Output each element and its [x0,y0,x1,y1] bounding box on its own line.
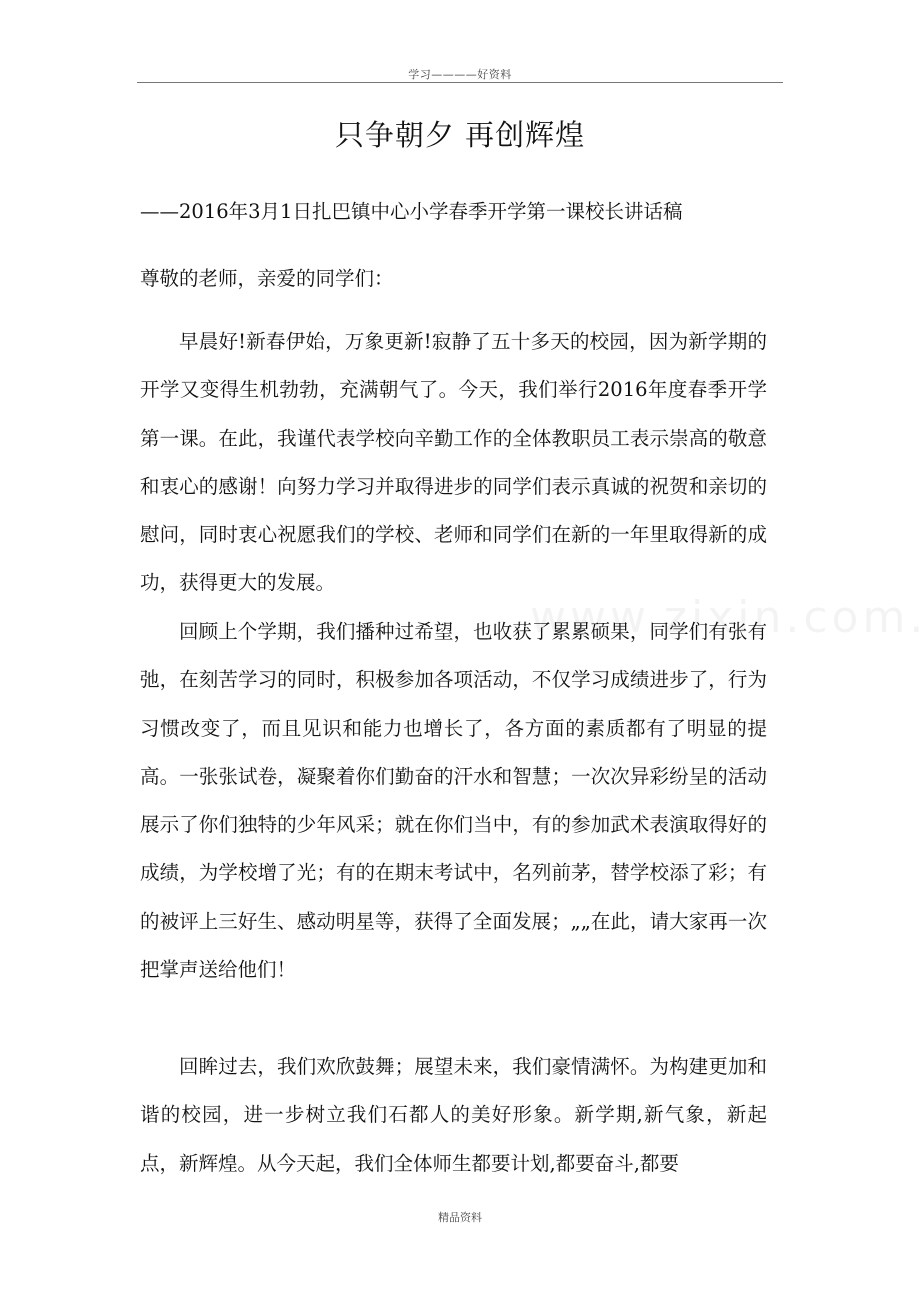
page-header: 学习————好资料 [408,68,512,81]
subtitle: ——2016年3月1日扎巴镇中心小学春季开学第一课校长讲话稿 [140,200,683,223]
page-footer: 精品资料 [438,1211,482,1224]
page-title: 只争朝夕 再创辉煌 [334,118,586,152]
paragraph-outlook: 回眸过去，我们欢欣鼓舞；展望未来，我们豪情满怀。为构建更加和谐的校园，进一步树立我们石都人的美好形象。新学期,新气象，新起点，新辉煌。从今天起，我们全体师生都要计划,都要奋斗,都要 [140,1055,767,1175]
header-divider [137,82,783,83]
paragraph-review: 回顾上个学期，我们播种过希望，也收获了累累硕果，同学们有张有弛，在刻苦学习的同时，积极参加各项活动，不仅学习成绩进步了，行为习惯改变了，而且见识和能力也增长了，各方面的素质都有了明显的提高。一张张试卷，凝聚着你们勤奋的汗水和智慧；一次次异彩纷呈的活动展示了你们独特的少年风采；就在你们当中，有的参加武术表演取得好的成绩，为学校增了光；有的在期末考试中，名列前茅，替学校添了彩；有的被评上三好生、感动明星等，获得了全面发展；„„在此，请大家再一次把掌声送给他们！ [140,620,767,982]
paragraph-greeting: 早晨好!新春伊始，万象更新!寂静了五十多天的校园，因为新学期的开学又变得生机勃勃，充满朝气了。今天，我们举行2016年度春季开学第一课。在此，我谨代表学校向辛勤工作的全体教职员工表示崇高的敬意和衷心的感谢！向努力学习并取得进步的同学们表示真诚的祝贺和亲切的慰问，同时衷心祝愿我们的学校、老师和同学们在新的一年里取得新的成功，获得更大的发展。 [140,330,767,595]
salutation: 尊敬的老师，亲爱的同学们： [140,267,394,290]
